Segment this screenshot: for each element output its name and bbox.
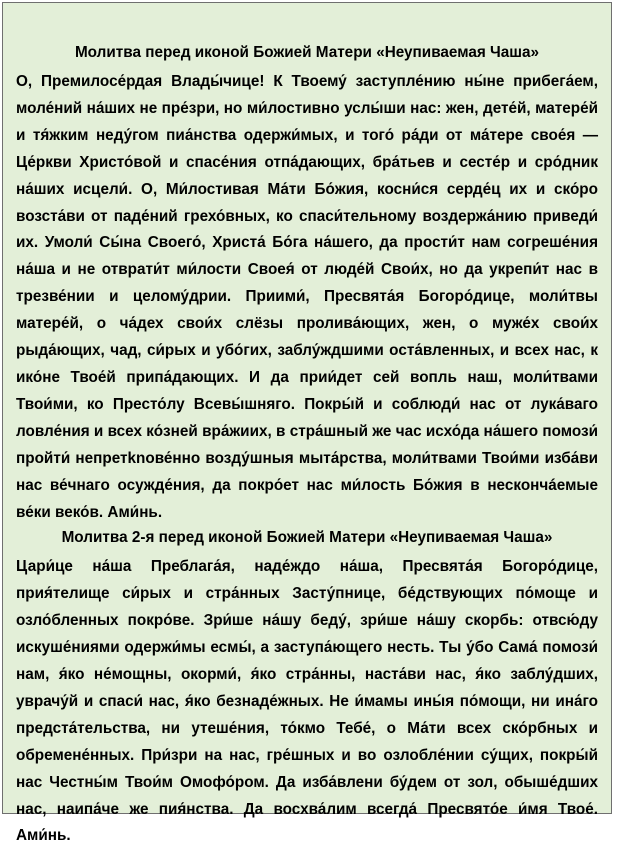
prayer-1-title: Молитва перед иконой Божией Матери «Неупиваемая Чаша» (74, 44, 540, 61)
prayer-2-title: Молитва 2-я перед иконой Божией Матери «Неупиваемая Чаша» (61, 529, 553, 547)
prayer-1-text: О, Премилосе́рдая Влады́чице! К Твоему́ заступле́нию ны́не прибега́ем, моле́ний на́ших не пре́зри, но ми́лостивно услы́ши нас: жен, дете́й, матере́й и тя́жким неду́гом пиа́нства одержи́мых, и того́ ра́ди от ма́тере свое́я — Це́ркви Христо́вой и спасе́ния отпа́дающих, бра́тьев и сесте́р и сро́дник на́ших исцели́. О, Ми́лостивая Ма́ти Бо́жия, косни́ся серде́ц их и ско́ро возста́ви от паде́ний грехо́вных, ко спаси́тельному воздержа́нию приведи́ их. Умоли́ Сы́на Своего́, Христа́ Бо́га на́шего, да прости́т нам согреше́ния на́ша и не отврати́т ми́лости Своея́ от люде́й Свои́х, но да укрепи́т нас в трезве́нии и целому́дрии. Приими́, Пресвята́я Богоро́дице, моли́твы матере́й, о ча́дех свои́х слёзы пролива́ющих, жен, о муже́х свои́х рыда́ющих, чад, си́рых и убо́гих, заблу́ждшими оста́вленных, и всех нас, к ико́не Твое́й припа́дающих. И да прии́дет сей вопль наш, моли́твами Твои́ми, ко Престо́лу Всевы́шняго. Покры́й и соблюди́ нас от лука́ваго ловле́ния и всех ко́зней вра́жиих, в стра́шный же час исхо́да на́шего помози́ пройти́ непретknове́нно возду́шныя мыта́рства, моли́твами Твои́ми изба́ви нас ве́чнаго осужде́ния, да покро́ет нас ми́лость Бо́жия в нескончáемые ве́ки веко́в. Ами́нь. (16, 73, 598, 521)
prayer-2-text: Цари́це на́ша Преблага́я, наде́ждо на́ша, Пресвята́я Богоро́дице, прия́телище си́рых и стра́нных Засту́пнице, бе́дствующих по́моще и озло́бленных покро́ве. Зри́ше на́шу беду́, зри́ше на́шу скорбь: отвсю́ду искуше́ниями одержи́мы есмы́, а заступа́ющего несть. Ты у́бо Сама́ помози́ нам, я́ко не́мощны, окорми́, я́ко стра́нны, наста́ви нас, я́ко заблу́дших, уврачу́й и спаси́ нас, я́ко безнаде́жных. Не и́мамы ины́я по́мощи, ни ина́го предста́тельства, ни утеше́ния, то́кмо Тебе́, о Ма́ти всех ско́рбных и обремене́нных. При́зри на нас, гре́шных и во озлобле́нии су́щих, покры́й нас Честны́м Твои́м Омофо́ром. Да изба́влени бу́дем от зол, обыше́дших нас, наипа́че же пия́нства. Да восхва́лим всегда́ Пресвято́е и́мя Твое́. Ами́нь. (16, 558, 598, 845)
prayer-panel (2, 2, 612, 845)
